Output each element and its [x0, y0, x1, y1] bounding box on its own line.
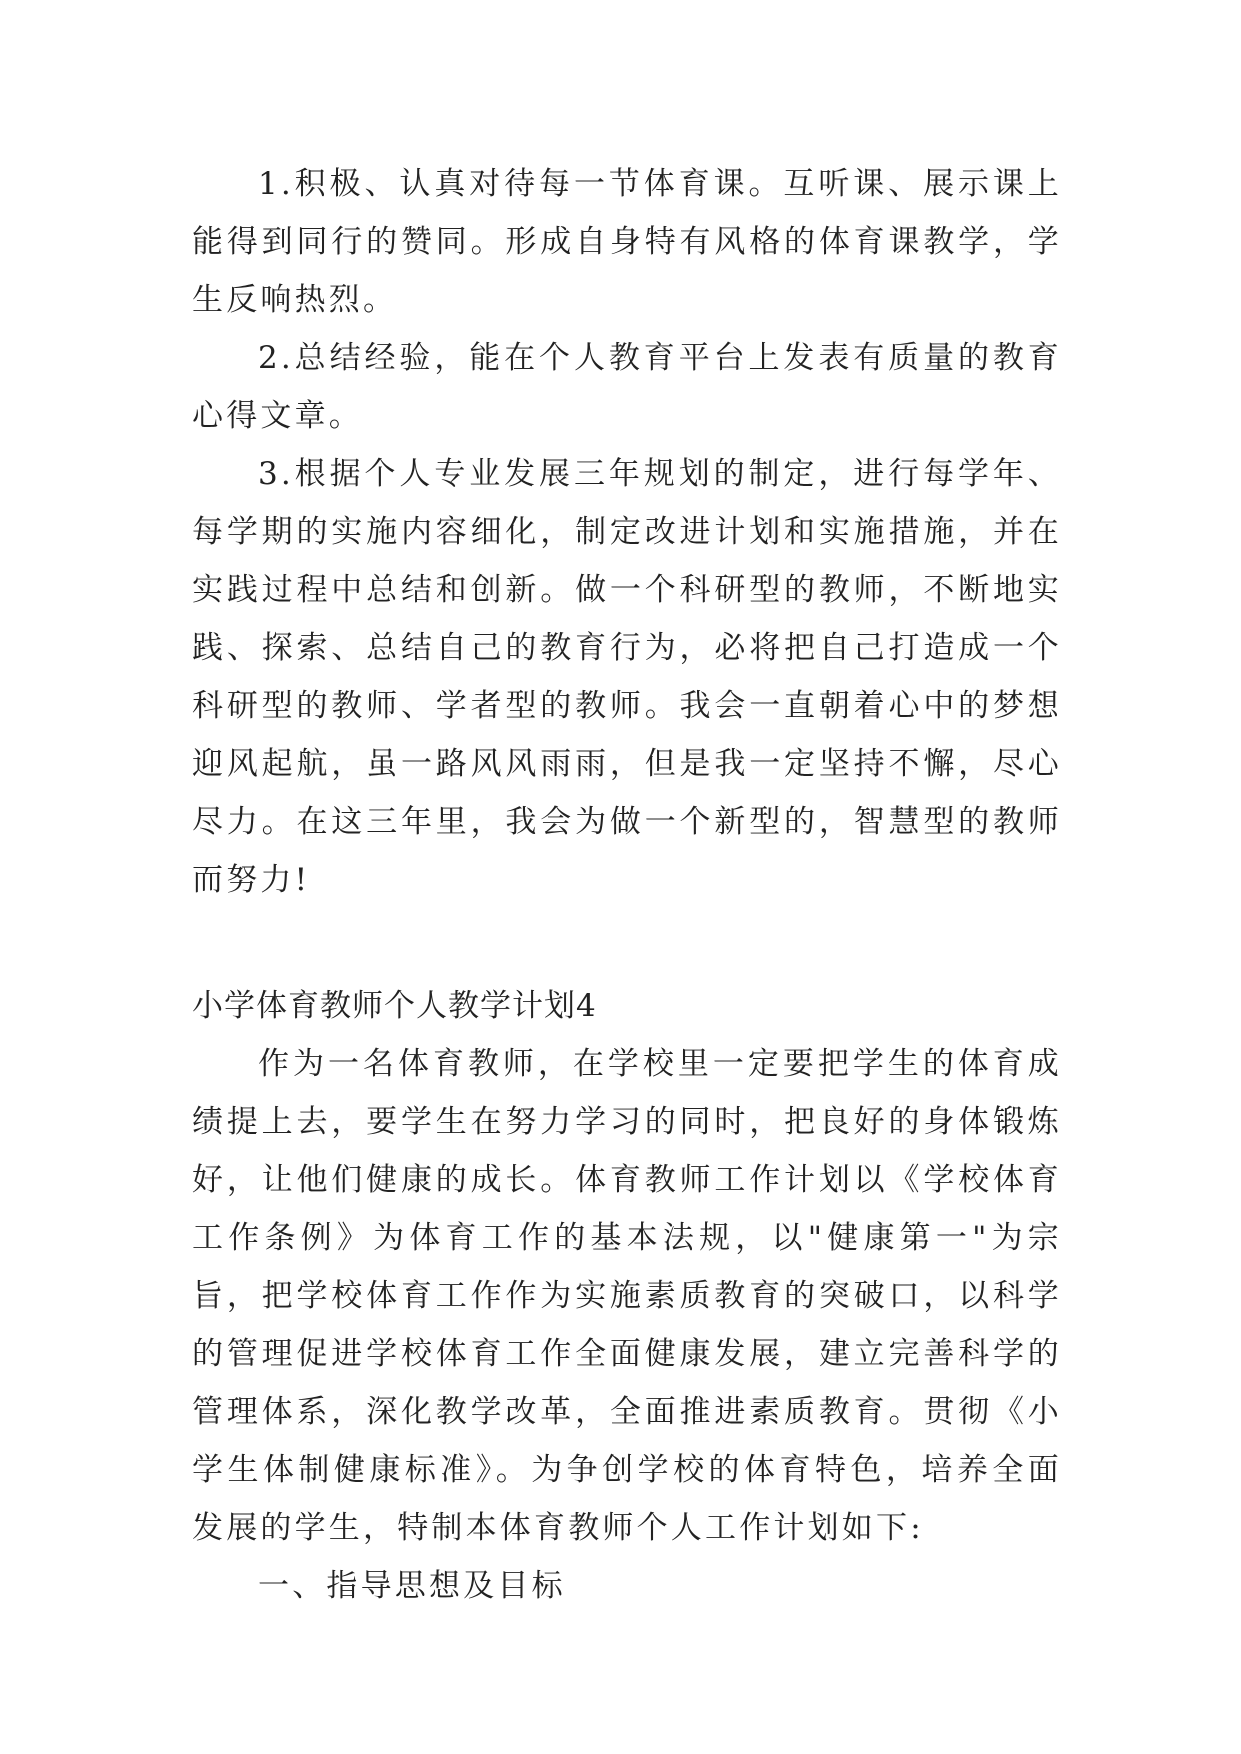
- subheading-guiding-ideas: 一、指导思想及目标: [258, 1568, 566, 1604]
- section-title: 小学体育教师个人教学计划4: [192, 988, 597, 1024]
- paragraph-item-1: 1.积极、认真对待每一节体育课。互听课、展示课上能得到同行的赞同。形成自身特有风格的体育课教学，学生反响热烈。: [192, 166, 1062, 318]
- document-body: [192, 155, 1062, 1615]
- paragraph-item-3: 3.根据个人专业发展三年规划的制定，进行每学年、每学期的实施内容细化，制定改进计划和实施措施，并在实践过程中总结和创新。做一个科研型的教师，不断地实践、探索、总结自己的教育行为，必将把自己打造成一个科研型的教师、学者型的教师。我会一直朝着心中的梦想迎风起航，虽一路风风雨雨，但是我一定坚持不懈，尽心尽力。在这三年里，我会为做一个新型的，智慧型的教师而努力!: [192, 456, 1062, 898]
- paragraph-item-2: 2.总结经验，能在个人教育平台上发表有质量的教育心得文章。: [192, 340, 1062, 434]
- paragraph-intro: 作为一名体育教师，在学校里一定要把学生的体育成绩提上去，要学生在努力学习的同时，把良好的身体锻炼好，让他们健康的成长。体育教师工作计划以《学校体育工作条例》为体育工作的基本法规，以"健康第一"为宗旨，把学校体育工作作为实施素质教育的突破口，以科学的管理促进学校体育工作全面健康发展，建立完善科学的管理体系，深化教学改革，全面推进素质教育。贯彻《小学生体制健康标准》。为争创学校的体育特色，培养全面发展的学生，特制本体育教师个人工作计划如下:: [192, 1046, 1062, 1546]
